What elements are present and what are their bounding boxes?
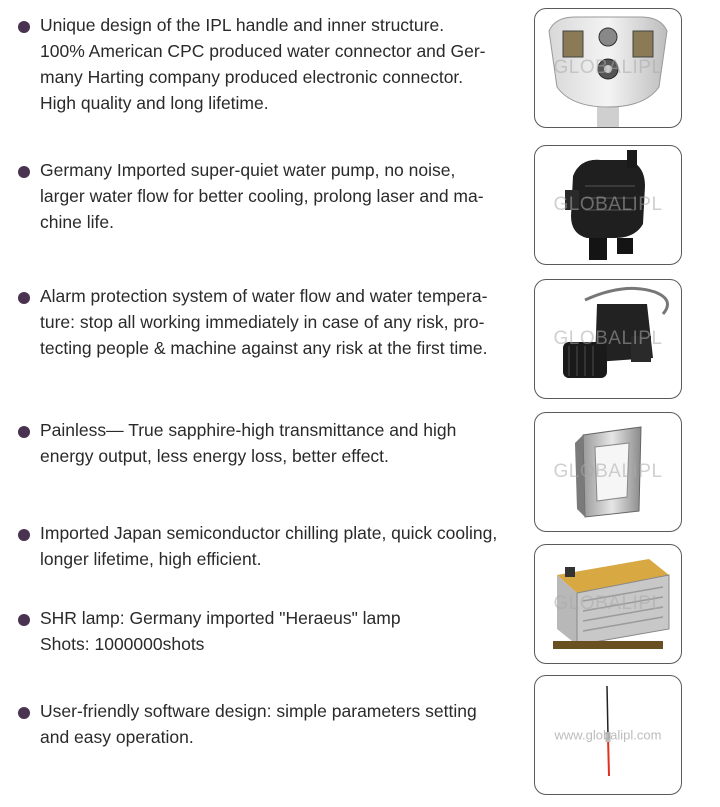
bullet-icon (18, 707, 30, 719)
watermark-text: GLOBALIPL (553, 328, 663, 349)
bullet-icon (18, 426, 30, 438)
feature-shr-lamp (18, 605, 518, 659)
ipl-handle-connector-drawing (535, 9, 681, 127)
feature-software (18, 698, 518, 752)
feature-painless-sapphire (18, 417, 518, 471)
watermark-text: GLOBALIPL (553, 593, 663, 614)
sapphire-crystal-icon (534, 412, 682, 532)
ipl-handle-connector-icon (534, 8, 682, 128)
chilling-plate-icon (534, 544, 682, 664)
bullet-icon (18, 292, 30, 304)
feature-text: Imported Japan semiconductor chilling plate, quick cooling, longer lifetime, high efficient. (40, 523, 498, 569)
flow-sensor-icon (534, 279, 682, 399)
feature-text: Germany Imported super-quiet water pump, no noise, larger water flow for better cooling, prolong laser and ma- chine life. (40, 160, 484, 232)
xenon-lamp-drawing (535, 676, 681, 794)
flow-sensor-drawing (535, 280, 681, 398)
bullet-icon (18, 614, 30, 626)
bullet-icon (18, 166, 30, 178)
sapphire-crystal-drawing (535, 413, 681, 531)
watermark-text: www.globalipl.com (554, 727, 662, 743)
watermark-text: GLOBALIPL (553, 57, 663, 78)
feature-alarm-protection (18, 283, 518, 363)
xenon-lamp-icon (534, 675, 682, 795)
feature-text: Alarm protection system of water flow and water tempera- ture: stop all working immediately in case of any risk, pro- tecting people & machine against any risk at the first time. (40, 286, 488, 358)
feature-text: SHR lamp: Germany imported "Heraeus" lamp Shots: 1000000shots (40, 608, 401, 654)
feature-text: Unique design of the IPL handle and inner structure. 100% American CPC produced water connector and Ger- many Harting company produced electronic connector. High quality and long lifetime. (40, 15, 486, 113)
water-pump-drawing (535, 146, 681, 264)
feature-ipl-handle (18, 12, 518, 122)
bullet-icon (18, 21, 30, 33)
feature-text: User-friendly software design: simple parameters setting and easy operation. (40, 701, 477, 747)
water-pump-icon (534, 145, 682, 265)
chilling-plate-drawing (535, 545, 681, 663)
watermark-text: GLOBALIPL (553, 461, 663, 482)
bullet-icon (18, 529, 30, 541)
watermark-text: GLOBALIPL (553, 194, 663, 215)
feature-water-pump (18, 157, 518, 237)
feature-chilling-plate (18, 520, 518, 574)
feature-text: Painless— True sapphire-high transmittance and high energy output, less energy loss, better effect. (40, 420, 457, 466)
